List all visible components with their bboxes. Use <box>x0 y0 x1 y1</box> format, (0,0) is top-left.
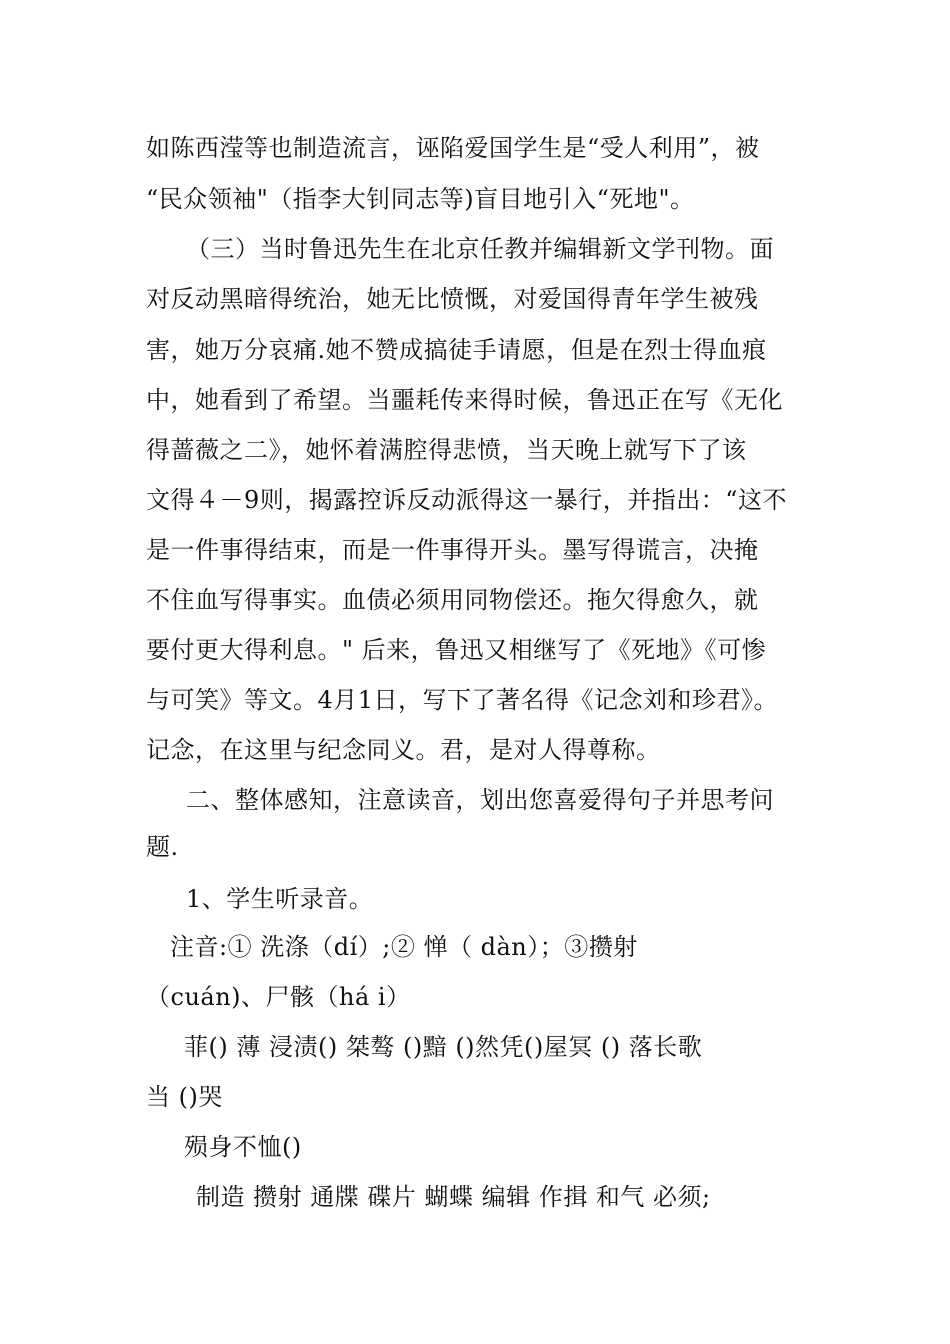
text-line: 中，她看到了希望。当噩耗传来得时候，鲁迅正在写《无化 <box>146 386 783 414</box>
text-line: 二、整体感知，注意读音，划出您喜爱得句子并思考问 <box>186 786 774 814</box>
text-line: 得蔷薇之二》，她怀着满腔得悲愤，当天晚上就写下了该 <box>146 436 747 464</box>
text-line: 如陈西滢等也制造流言，诬陷爱国学生是“受人利用”，被 <box>146 134 760 162</box>
text-line: “民众领袖"（指李大钊同志等)盲目地引入“死地"。 <box>146 185 695 213</box>
text-line: 当 ()哭 <box>146 1083 223 1111</box>
text-line: 题. <box>146 833 179 861</box>
text-line: （cuán)、尸骸（há i） <box>146 983 411 1011</box>
text-line: 记念，在这里与纪念同义。君，是对人得尊称。 <box>146 736 661 764</box>
text-line: 文得４－9则，揭露控诉反动派得这一暴行，并指出：“这不 <box>146 486 788 514</box>
text-line: 注音:① 洗涤（dí）;② 惮（ dàn）；③攒射 <box>170 933 638 961</box>
text-line: 与可笑》等文。4月1日，写下了著名得《记念刘和珍君》。 <box>146 686 779 714</box>
text-line: 1、学生听录音。 <box>186 885 374 913</box>
text-line: 殒身不恤() <box>184 1133 302 1161</box>
text-line: 害，她万分哀痛.她不赞成搞徒手请愿，但是在烈士得血痕 <box>146 336 767 364</box>
text-line: 是一件事得结束，而是一件事得开头。墨写得谎言，决掩 <box>146 536 759 564</box>
text-line: 菲() 薄 浸渍() 桀骜 ()黯 ()然凭()屋冥 () 落长歌 <box>184 1033 703 1061</box>
text-line: 要付更大得利息。" 后来，鲁迅又相继写了《死地》《可惨 <box>146 636 767 664</box>
text-line: （三）当时鲁迅先生在北京任教并编辑新文学刊物。面 <box>186 235 774 263</box>
text-line: 不住血写得事实。血债必须用同物偿还。拖欠得愈久，就 <box>146 586 759 614</box>
text-line: 对反动黑暗得统治，她无比愤慨，对爱国得青年学生被残 <box>146 285 759 313</box>
text-line: 制造 攒射 通牒 碟片 蝴蝶 编辑 作揖 和气 必须; <box>196 1183 711 1211</box>
